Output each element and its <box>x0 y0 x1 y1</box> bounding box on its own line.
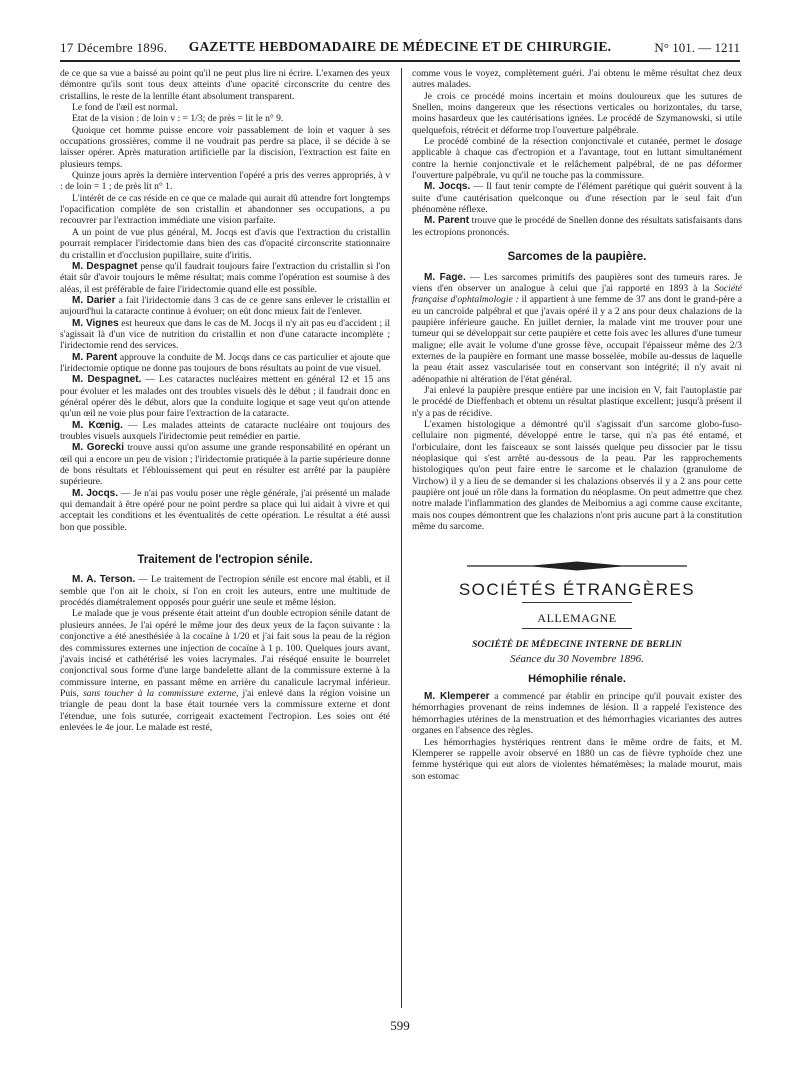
paragraph: Le fond de l'œil est normal. <box>72 102 178 114</box>
right-column <box>412 68 742 782</box>
speaker-paragraph: M. Fage. — Les sarcomes primitifs des paupières sont des tumeurs rares. Je viens d'en observer un analogue à celui que j'ai rapporté en 1893 à la Société française d'ophtalmologie : il appartient à une femme de 37 ans dont le grand-père a eu un cancroïde palpébral et que j'avais opéré il y a 2 ans pour deux chalazions de la paupière inférieure gauche. En juillet dernier, la malade vint me trouver pour une tumeur qui se développait sur cette paupière et cette fois avec les allures d'une tumeur maligne; elle avait le volume d'une grosse fève, occupait l'épaisseur même des 2/3 externes de la paupière en formant une masse bosselée, mobile au-dessus de laquelle la peau était assez vascularisée tout en conservant son intégrité; il n'y avait ni adénopathie ni altération de l'état général. <box>412 271 742 385</box>
paragraph: Le malade que je vous présente était atteint d'un double ectropion sénile datant de plusieurs années. Je l'ai opéré le même jour des deux yeux de la façon suivante : la conjonctive a été anesthésiée à la cocaïne à 1/20 et j'ai fait sous la peau de la région des commissures externes une injection de cocaïne à 1 p. 100. Quelques jours avant, j'avais incisé et cathétérisé les voies lacrymales. J'ai réséqué ensuite le bourrelet conjonctival sous forme d'une large bandelette allant de la commissure externe à la commissure interne, en passant même en arrière du canalicule lacrymal inférieur. Puis, sans toucher à la commissure externe, j'ai enlevé dans la région voisine un triangle de peau dont la base était tournée vers la commissure externe et dont l'étendue, une fois suturée, corrigeait exactement l'ectropion. Les soies ont été enlevées le 4e jour. Le malade est resté, <box>60 608 390 733</box>
paragraph: L'intérêt de ce cas réside en ce que ce malade qui aurait dû attendre fort longtemps l'opacification complète de son cristallin et abandonner ses occupations, a pu recouvrer par l'extraction immédiate une vision parfaite. <box>60 192 390 227</box>
paragraph: A un point de vue plus général, M. Jocqs est d'avis que l'extraction du cristallin pourrait remplacer l'iridectomie dans bien des cas d'opacité circonscrite stationnaire du cristallin et d'occlusion pupillaire, suite d'iritis. <box>60 226 390 261</box>
speaker-paragraph: M. Parent trouve que le procédé de Snellen donne des résultats satisfaisants dans les ectropions prononcés. <box>412 215 742 238</box>
speaker-paragraph: M. Despagnet pense qu'il faudrait toujours faire l'extraction du cristallin si l'on était sûr d'avoir toujours le même résultat; mais comme l'opération est soumise à des aléas, il est préférable de faire l'iridectomie quand elle est possible. <box>60 260 390 295</box>
section-title-sarcomes: Sarcomes de la paupière. <box>507 251 647 264</box>
speaker-paragraph: M. Kœnig. — Les malades atteints de cataracte nucléaire ont toujours des troubles visuels auxquels l'iridectomie peut remédier en partie. <box>60 419 390 442</box>
section-title-ectropion: Traitement de l'ectropion sénile. <box>137 554 313 567</box>
speaker-paragraph: M. Jocqs. — Il faut tenir compte de l'élément parétique qui guérit souvent à la suite d'une cautérisation quelconque ou d'une résection par le seul fait d'un phénomène réflexe. <box>412 181 742 216</box>
speaker-paragraph: M. Jocqs. — Je n'ai pas voulu poser une règle générale, j'ai présenté un malade qui demandait à être opéré pour ne point perdre sa place qui lui aidait à vivre et qui acceptait les conditions et les éventualités de cette opération. Le résultat a été aussi bon que possible. <box>60 487 390 533</box>
speaker-name: M. Parent <box>424 215 470 227</box>
subsection-title-hemophilie: Hémophilie rénale. <box>528 672 626 685</box>
speaker-name: M. Parent <box>72 351 118 363</box>
speaker-name: M. Jocqs. <box>72 487 119 499</box>
speaker-name: M. A. Terson. <box>72 574 136 586</box>
speaker-paragraph: M. Despagnet. — Les cataractes nucléaires mettent en général 12 et 15 ans pour évoluer et les malades ont des troubles visuels dès le début ; il faudrait donc en général opérer dès le début, alors que la conduite logique et sage veut qu'on attende qu'un œil ne voie plus pour faire l'extraction de la cataracte. <box>60 374 390 420</box>
speaker-name: M. Kœnig. <box>72 419 123 431</box>
speaker-paragraph: M. A. Terson. — Le traitement de l'ectropion sénile est encore mal établi, et il semble que l'on ait le choix, si l'on en croit les auteurs, entre une multitude de procédés diamétralement opposés pour guérir une seule et même lésion. <box>60 574 391 609</box>
paragraph: Etat de la vision : de loin v : = 1/3; de près = lit le n° 9. <box>72 113 284 125</box>
speaker-name: M. Despagnet. <box>72 374 142 386</box>
header-date: 17 Décembre 1896. <box>60 40 168 55</box>
paragraph: Les hémorrhagies hystériques rentrent dans le même ordre de faits, et M. Klemperer se rappelle avoir observé en 1880 un cas de fièvre typhoïde chez une femme hystérique qui eut alors de violentes hématémèses; la malade mourut, mais son estomac <box>412 736 742 782</box>
speaker-name: M. Vignes <box>72 317 119 329</box>
speaker-name: M. Despagnet <box>72 260 138 272</box>
session-date: Séance du 30 Novembre 1896. <box>510 653 644 666</box>
speaker-paragraph: M. Darier a fait l'iridectomie dans 3 cas de ce genre sans enlever le cristallin et aujourd'hui la cataracte continue à évoluer; on eût donc mieux fait de l'enlever. <box>60 294 390 318</box>
short-rule <box>522 628 632 629</box>
speaker-name: M. Fage. <box>424 271 466 283</box>
society-name: SOCIÉTÉ DE MÉDECINE INTERNE DE BERLIN <box>472 639 682 651</box>
paragraph: Quinze jours après la dernière intervention l'opéré a pris des verres appropriés, à v : de loin = 1 ; de près lit n° 1. <box>60 170 390 193</box>
left-column <box>60 68 390 733</box>
paragraph: Quoique cet homme puisse encore voir passablement de loin et vaquer à ses occupations grossières, comme il ne voudrait pas perdre sa place, il se décide à se laisser opérer. Après maturation artificielle par la discision, l'extraction est faite en plusieurs temps. <box>60 124 390 170</box>
section-heading-societes-etrangeres: SOCIÉTÉS ÉTRANGÈRES <box>458 580 696 600</box>
country-heading: ALLEMAGNE <box>537 610 617 625</box>
paragraph: Le procédé combiné de la résection conjonctivale et cutanée, permet le dosage applicable à chaque cas d'ectropion et a l'avantage, tout en luttant simultanément contre la hernie conjonctivale et le relâchement palpébral, de ne pas déformer l'ouverture palpébrale, vu qu'il ne touche pas la commissure. <box>412 136 742 182</box>
header-page-number: N° 101. — 1211 <box>654 40 740 55</box>
paragraph: de ce que sa vue a baissé au point qu'il ne peut plus lire ni écrire. L'examen des yeux démontre qu'ils sont tous deux atteints d'une opacité circonscrite du centre des cristallins, le reste de la lentille étant absolument transparent. <box>60 68 390 102</box>
running-header <box>60 38 740 62</box>
paragraph: Je crois ce procédé moins incertain et moins douloureux que les sutures de Snellen, moins dangereux que les résections verticales ou horizontales, du tarse, moins hasardeux que les cautérisations ignées. Le procédé de Szymanowski, si utile quelquefois, rétrécit et déforme trop l'ouverture palpébrale. <box>412 90 742 136</box>
speaker-name: M. Gorecki <box>72 442 124 454</box>
short-rule <box>522 602 632 603</box>
ornamental-divider-icon <box>467 560 687 572</box>
column-divider <box>401 68 402 1008</box>
speaker-paragraph: M. Klemperer a commencé par établir en principe qu'il pouvait exister des hémorrhagies provenant de reins indemnes de lésion. Il a rappelé l'existence des hémorrhagies utérines de la menstruation et des hémorrhagies vicariantes des autres organes en l'absence des règles. <box>412 691 743 737</box>
header-journal-title: GAZETTE HEBDOMADAIRE DE MÉDECINE ET DE CHIRURGIE. <box>188 39 612 54</box>
speaker-name: M. Klemperer <box>424 691 490 703</box>
paragraph: comme vous le voyez, complètement guéri. J'ai obtenu le même résultat chez deux autres malades. <box>412 68 742 91</box>
speaker-name: M. Darier <box>72 294 116 306</box>
paragraph: L'examen histologique a démontré qu'il s'agissait d'un sarcome globo-fuso-cellulaire non pigmenté, développé entre le tarse, qui n'a pas été entamé, et l'orbiculaire, dont les faisceaux se sont laissés quelque peu dissocier par le tissu néoplasique qui s'est arrêté au-dessous de la peau. Par les rapprochements histologiques qu'on peut faire entre le sarcome et le chalazion (granulome de Virchow) il y a lieu de se demander si les chalazions observés il y a 2 ans pour cette paupière ont joué un rôle dans la formation du néoplasme. On peut admettre que chez notre malade l'inflammation des glandes de Meibomius a agi comme cause excitante, mais nos coupes démontrent que les chalazions n'ont pris aucune part à la constitution même du sarcome. <box>412 418 742 533</box>
speaker-name: M. Jocqs. <box>424 181 471 193</box>
speaker-paragraph: M. Vignes est heureux que dans le cas de M. Jocqs il n'y ait pas eu d'accident ; il s'agissait là d'un vice de nutrition du cristallin et non d'une cataracte incomplète ; l'iridectomie rend des services. <box>60 317 391 352</box>
speaker-paragraph: M. Parent approuve la conduite de M. Jocqs dans ce cas particulier et ajoute que l'iridectomie optique ne donne pas toujours de bons résultats au point de vue visuel. <box>60 351 390 374</box>
folio-number: 599 <box>390 1018 410 1033</box>
paragraph: J'ai enlevé la paupière presque entière par une incision en V, fait l'autoplastie par le procédé de Dieffenbach et obtenu un résultat plastique excellent; jusqu'à présent il n'y a pas de récidive. <box>412 384 742 419</box>
speaker-paragraph: M. Gorecki trouve aussi qu'on assume une grande responsabilité en opérant un œil qui a encore un peu de vision ; l'iridectomie pratiquée à la partie supérieure donne de bons résultats et l'éblouissement qui peut en résulter est arrêté par la paupière supérieure. <box>60 442 390 488</box>
